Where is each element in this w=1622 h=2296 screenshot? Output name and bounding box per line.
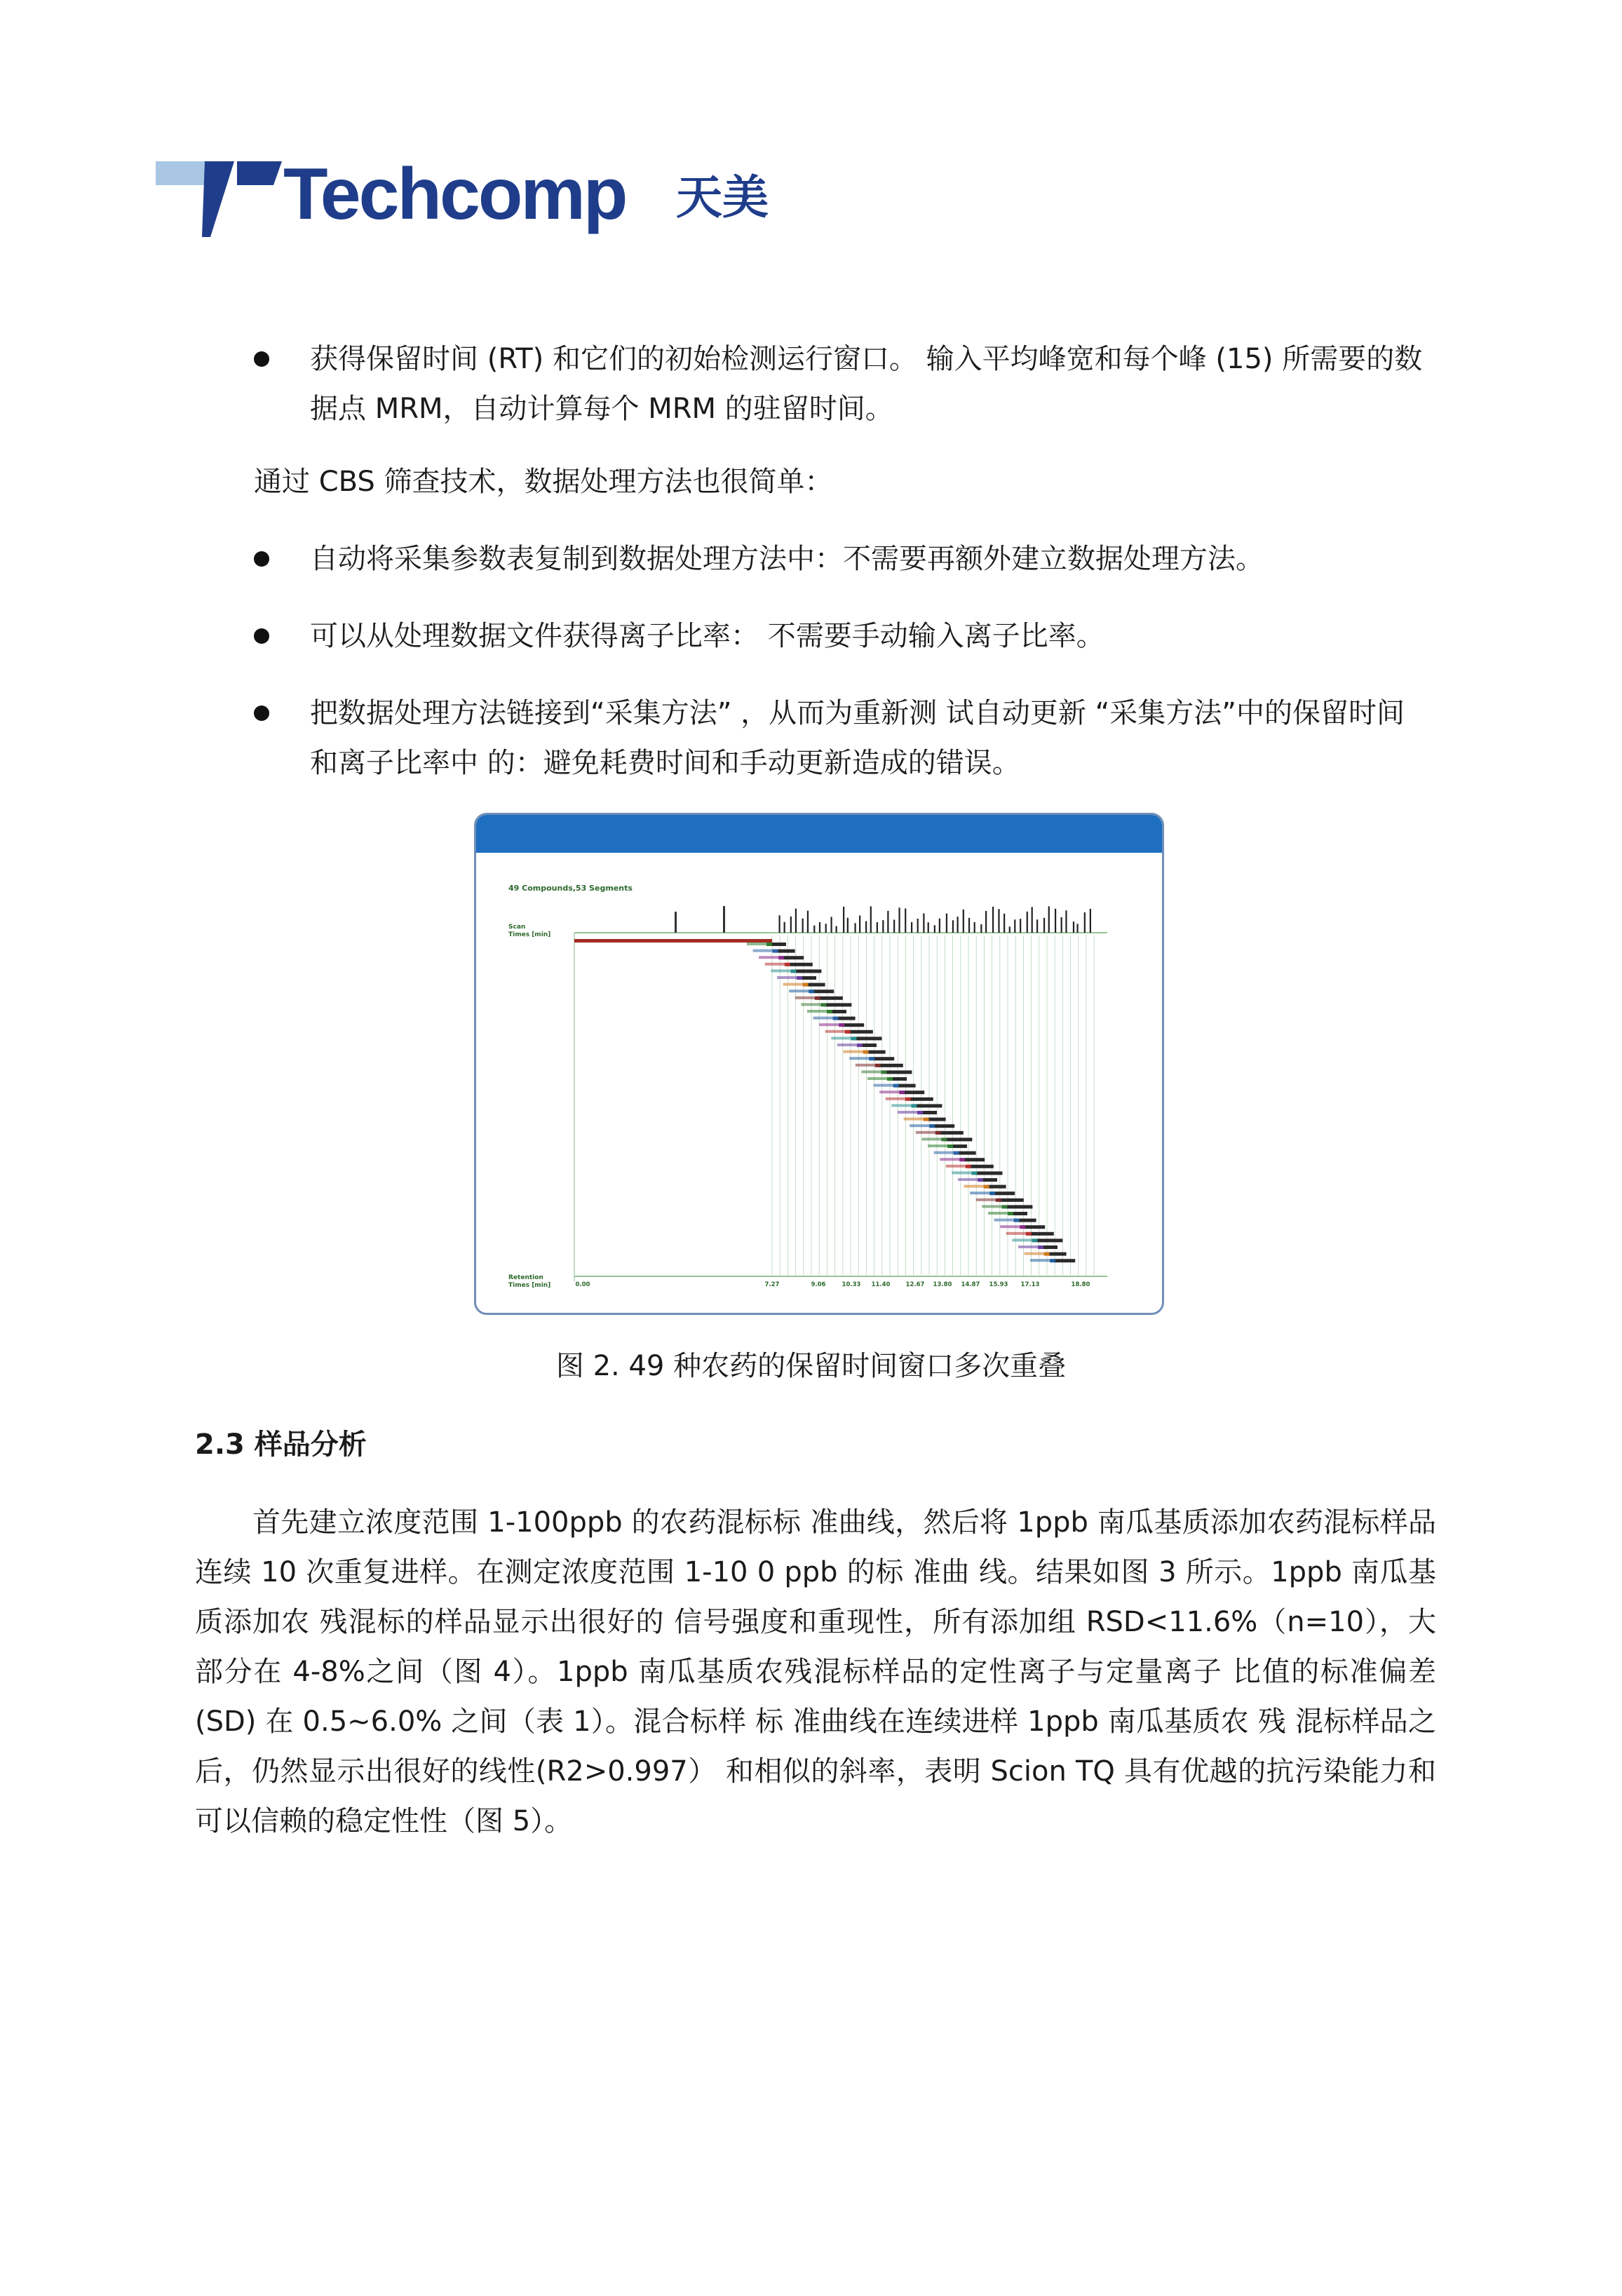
- compound-window-edge: [887, 1077, 893, 1081]
- scan-peak: [963, 910, 964, 933]
- compound-window-edge: [996, 1198, 1001, 1202]
- scan-peak: [675, 912, 677, 933]
- compound-window: [885, 1070, 912, 1074]
- scan-peak: [968, 918, 970, 933]
- compound-window: [1006, 1205, 1032, 1208]
- rt-tick-label: 14.87: [961, 1281, 980, 1288]
- compound-window-edge: [857, 1044, 863, 1047]
- compound-window: [807, 983, 825, 987]
- scan-peak: [807, 911, 809, 933]
- rt-tick-label: 7.27: [764, 1281, 780, 1288]
- rt-tick-label: 0.00: [575, 1281, 590, 1288]
- scan-peak: [985, 911, 987, 933]
- scan-peak: [957, 917, 959, 933]
- bullet-text: 获得保留时间 (RT) 和它们的初始检测运行窗口。 输入平均峰宽和每个峰 (15) 所需要的数据点 MRM，自动计算每个 MRM 的驻留时间。: [310, 343, 1423, 425]
- compound-window: [574, 939, 772, 943]
- compound-window-edge: [827, 1010, 832, 1013]
- compound-window: [771, 943, 786, 946]
- compound-window: [879, 1064, 903, 1067]
- rt-tick-label: 17.13: [1020, 1281, 1040, 1288]
- compound-window-edge: [911, 1104, 917, 1107]
- bullet-dot: [254, 351, 269, 367]
- bullet-text: 可以从处理数据文件获得离子比率： 不需要手动输入离子比率。: [310, 620, 1104, 652]
- compound-window: [891, 1077, 907, 1081]
- compound-window: [801, 976, 816, 980]
- compound-window-edge: [809, 990, 814, 993]
- compound-window: [795, 969, 821, 973]
- rt-tick-label: 11.40: [871, 1281, 891, 1288]
- compound-window: [915, 1104, 942, 1107]
- scan-peak: [813, 926, 815, 933]
- scan-peak: [1003, 914, 1005, 933]
- bullet-dot: [254, 705, 269, 721]
- compound-window: [1000, 1198, 1024, 1202]
- compound-window-edge: [797, 976, 802, 980]
- scan-peak: [859, 915, 860, 933]
- compound-window-edge: [1014, 1219, 1020, 1222]
- scan-peak: [865, 921, 867, 933]
- compound-window: [813, 990, 834, 993]
- compound-window: [1030, 1232, 1054, 1236]
- scan-peak: [1073, 921, 1074, 933]
- compound-window: [933, 1124, 954, 1128]
- scan-peak: [980, 924, 982, 933]
- scan-peak: [1043, 918, 1045, 933]
- compound-window: [952, 1144, 967, 1148]
- compound-window-edge: [954, 1152, 959, 1155]
- compound-window-edge: [845, 1030, 851, 1034]
- scan-peak: [870, 906, 872, 933]
- scan-peak: [1036, 919, 1038, 933]
- scan-peak: [992, 907, 994, 933]
- scan-peak: [898, 907, 900, 933]
- scan-peak: [784, 922, 785, 933]
- bullet-dot: [254, 628, 269, 644]
- compound-window-edge: [803, 983, 809, 987]
- section-heading: 2.3 样品分析: [195, 1429, 367, 1461]
- compound-window-edge: [1050, 1259, 1055, 1262]
- compound-window-edge: [766, 943, 772, 946]
- compound-window: [898, 1084, 916, 1088]
- scan-peak: [1061, 917, 1062, 933]
- retention-times-label-line2: Times [min]: [508, 1282, 551, 1289]
- compound-window-edge: [966, 1165, 971, 1168]
- compound-window: [1036, 1238, 1062, 1242]
- scan-peak: [1090, 909, 1091, 933]
- compound-window: [819, 997, 843, 1000]
- compound-window-edge: [893, 1084, 899, 1088]
- compound-window-edge: [1001, 1205, 1007, 1208]
- rt-tick-label: 12.67: [905, 1281, 925, 1288]
- compound-window-edge: [833, 1017, 839, 1020]
- bullet-text: 把数据处理方法链接到“采集方法” ，从而为重新测 试自动更新 “采集方法”中的保留时间和离子比率中 的：避免耗费时间和手动更新造成的错误。: [310, 697, 1405, 779]
- retention-times-label-line1: Retention: [508, 1274, 543, 1281]
- scan-peak: [795, 909, 797, 933]
- scan-peak: [836, 926, 837, 933]
- scan-peak: [843, 907, 844, 933]
- compound-window-edge: [984, 1185, 989, 1189]
- scan-peak: [723, 906, 725, 933]
- retention-times-label: [508, 1274, 550, 1289]
- scan-peak: [802, 919, 804, 933]
- scan-peak: [882, 920, 884, 933]
- brand-name: Techcomp: [283, 154, 626, 235]
- scan-peak: [1055, 909, 1056, 933]
- compound-window: [970, 1165, 994, 1168]
- compound-window-edge: [929, 1124, 935, 1128]
- scan-peak: [946, 914, 947, 933]
- compound-window: [849, 1030, 873, 1034]
- scan-times-label-line1: Scan: [508, 924, 526, 931]
- rt-window-chart: [476, 815, 1162, 1313]
- compound-window: [964, 1158, 985, 1161]
- brand-name-cn: 天美: [676, 170, 769, 224]
- compound-window: [777, 950, 795, 953]
- compound-window-edge: [899, 1090, 905, 1094]
- scan-peak: [778, 915, 780, 933]
- scan-peak: [998, 909, 999, 933]
- compound-window: [861, 1044, 877, 1047]
- compound-window: [783, 956, 804, 959]
- compound-window-edge: [875, 1064, 881, 1067]
- compound-window: [789, 963, 813, 966]
- scan-peak: [847, 918, 849, 933]
- compound-window: [921, 1111, 937, 1114]
- compound-window-edge: [820, 1003, 826, 1006]
- compound-window: [1048, 1252, 1067, 1256]
- compound-window: [945, 1137, 972, 1141]
- rt-tick-label: 15.93: [989, 1281, 1008, 1288]
- compound-window: [958, 1152, 976, 1155]
- compound-window-edge: [978, 1178, 983, 1182]
- compound-window-edge: [839, 1023, 844, 1027]
- scan-peak: [917, 919, 919, 933]
- scan-peaks: [675, 906, 1091, 933]
- chart-frame: [574, 933, 1107, 1281]
- compound-window: [988, 1185, 1006, 1189]
- compound-window: [975, 1171, 1002, 1175]
- compound-window-edge: [935, 1131, 941, 1135]
- section-body: 首先建立浓度范围 1-100ppb 的农药混标标 准曲线，然后将 1ppb 南瓜基质添加农药混标样品连续 10 次重复进样。在测定浓度范围 1-10 0 ppb 的标 准曲 线。结果如图 3 所示。1ppb 南瓜基质添加农 残混标的样品显示出很好的 信号强度和重现性，所有添加组 RSD<11.6%（n=10），大部分在 4-8%之间（图 4）。1ppb 南瓜基质农残混标样品的定性离子与定量离子 比值的标准偏差 (SD) 在 0.5~6.0% 之间（表 1）。混合标样 标 准曲线在连续进样 1ppb 南瓜基质农 残 混标样品之后，仍然显示出很好的线性(R2>0.997） 和相似的斜率，表明 Scion TQ 具有优越的抗污染能力和可以信赖的稳定性性（图 5）。: [195, 1506, 1436, 1837]
- compound-window: [831, 1010, 846, 1013]
- compound-window: [867, 1051, 886, 1054]
- scan-times-label: [508, 924, 550, 938]
- compound-window-edge: [1032, 1238, 1037, 1242]
- scan-peak: [934, 925, 935, 933]
- compound-window: [1054, 1259, 1075, 1262]
- compound-window: [1018, 1219, 1036, 1222]
- compound-window-edge: [815, 997, 820, 1000]
- bullet-text: 自动将采集参数表复制到数据处理方法中：不需要再额外建立数据处理方法。: [310, 543, 1264, 575]
- compound-window-edge: [941, 1137, 947, 1141]
- scan-peak: [830, 917, 832, 933]
- compound-window-edge: [785, 963, 790, 966]
- scan-peak: [887, 911, 888, 933]
- compound-window-edge: [905, 1098, 911, 1101]
- techcomp-logo: [156, 149, 787, 240]
- compound-window-edge: [924, 1118, 929, 1121]
- scan-peak: [1014, 919, 1015, 933]
- compound-window-edge: [790, 969, 796, 973]
- scan-peak: [854, 923, 856, 933]
- figure-caption: 图 2. 49 种农药的保留时间窗口多次重叠: [555, 1350, 1067, 1382]
- compound-window: [928, 1118, 946, 1121]
- scan-peak: [1009, 926, 1011, 933]
- scan-peak: [1020, 919, 1021, 933]
- scan-peak: [952, 920, 954, 933]
- scan-peak: [1048, 906, 1050, 933]
- techcomp-t-icon: [156, 154, 282, 238]
- scan-peak: [825, 924, 827, 933]
- bullet-item: [254, 534, 1432, 584]
- compound-window: [843, 1023, 864, 1027]
- scan-peak: [790, 917, 792, 933]
- compound-window-edge: [947, 1144, 953, 1148]
- rt-tick-label: 18.80: [1071, 1281, 1090, 1288]
- compound-window-edge: [851, 1036, 856, 1040]
- rt-tick-label: 9.06: [811, 1281, 826, 1288]
- compound-window: [903, 1090, 924, 1094]
- compound-window: [855, 1036, 881, 1040]
- bullet-item: [254, 612, 1432, 661]
- compound-window: [1042, 1245, 1057, 1249]
- compound-window: [837, 1017, 856, 1020]
- compound-window-edge: [881, 1070, 886, 1074]
- intro-text: 通过 CBS 筛查技术，数据处理方法也很简单：: [254, 466, 833, 498]
- rt-tick-label: 10.33: [842, 1281, 861, 1288]
- compound-window-edge: [971, 1171, 977, 1175]
- scan-times-label-line2: Times [min]: [508, 931, 551, 938]
- scan-peak: [1084, 912, 1086, 933]
- compound-window: [994, 1191, 1015, 1195]
- compound-window-edge: [863, 1051, 869, 1054]
- compound-window-edge: [917, 1111, 923, 1114]
- compound-window-edge: [869, 1057, 874, 1060]
- rt-window-figure: [474, 813, 1164, 1315]
- scan-peak: [1076, 924, 1078, 933]
- scan-peak: [923, 913, 924, 933]
- compound-window-edge: [959, 1158, 965, 1161]
- scan-peak: [905, 908, 906, 933]
- scan-peak: [893, 919, 895, 933]
- compound-window-edge: [1026, 1232, 1032, 1236]
- scan-peak: [911, 922, 912, 933]
- scan-peak: [877, 922, 878, 933]
- figure-title: 49 Compounds,53 Segments: [508, 884, 633, 893]
- compound-window: [982, 1178, 997, 1182]
- compound-window-edge: [773, 950, 778, 953]
- scan-peak: [819, 922, 820, 933]
- compound-window-edge: [1044, 1252, 1050, 1256]
- compound-window: [825, 1003, 851, 1006]
- scan-peak: [928, 922, 929, 933]
- bullet-dot: [254, 551, 269, 567]
- compound-window: [910, 1098, 933, 1101]
- compound-window: [940, 1131, 964, 1135]
- compound-window: [1012, 1212, 1027, 1215]
- rt-tick-labels: [576, 1281, 1090, 1288]
- compound-window-edge: [989, 1191, 995, 1195]
- scan-peak: [1027, 912, 1028, 933]
- compound-window-edge: [1038, 1245, 1043, 1249]
- bullet-item: [254, 689, 1432, 788]
- scan-peak: [974, 922, 975, 933]
- scan-peak: [1032, 907, 1033, 933]
- compound-window-edge: [1020, 1225, 1025, 1229]
- rt-tick-label: 13.80: [933, 1281, 952, 1288]
- compound-window: [873, 1057, 894, 1060]
- scan-peak: [1065, 910, 1067, 933]
- bullet-item: [254, 335, 1432, 434]
- compound-window-edge: [1008, 1212, 1013, 1215]
- scan-peak: [939, 919, 940, 933]
- compound-window: [1024, 1225, 1045, 1229]
- compound-window-edge: [778, 956, 784, 959]
